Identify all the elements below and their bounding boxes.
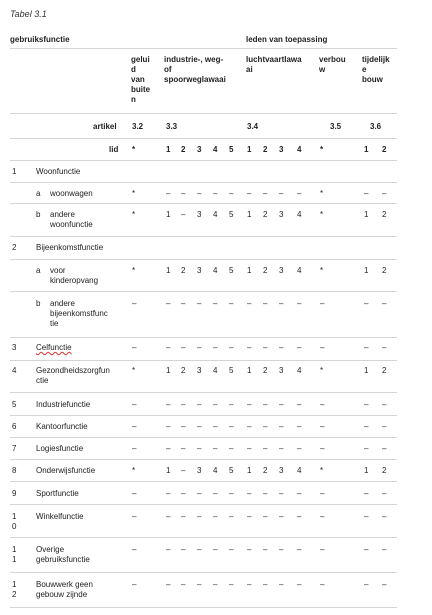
table-cell: – bbox=[297, 189, 302, 198]
artikel-value: 3.5 bbox=[330, 122, 342, 131]
table-cell: – bbox=[320, 444, 325, 453]
lid-value: 4 bbox=[297, 145, 302, 154]
row-name: voor bbox=[50, 266, 66, 275]
divider bbox=[10, 259, 397, 260]
table-cell: – bbox=[382, 545, 387, 554]
table-cell: – bbox=[166, 444, 171, 453]
table-cell: – bbox=[364, 400, 369, 409]
table-cell: * bbox=[132, 210, 136, 219]
table-cell: – bbox=[213, 400, 218, 409]
table-cell: – bbox=[181, 545, 186, 554]
table-cell: – bbox=[364, 343, 369, 352]
group-header-industrie-line: spoorweglawaai bbox=[164, 75, 226, 84]
table-cell: 2 bbox=[382, 210, 387, 219]
row-name: Industriefunctie bbox=[36, 400, 91, 409]
table-cell: 2 bbox=[263, 266, 268, 275]
table-cell: – bbox=[279, 422, 284, 431]
lid-label: lid bbox=[109, 145, 119, 154]
table-cell: – bbox=[229, 545, 234, 554]
table-cell: 1 bbox=[247, 466, 252, 475]
table-cell: – bbox=[166, 343, 171, 352]
artikel-value: 3.2 bbox=[132, 122, 144, 131]
table-cell: – bbox=[263, 489, 268, 498]
divider bbox=[10, 182, 397, 183]
row-number: 7 bbox=[12, 444, 17, 453]
row-name: gebruiksfunctie bbox=[36, 555, 90, 564]
table-cell: – bbox=[181, 189, 186, 198]
table-cell: – bbox=[132, 545, 137, 554]
table-cell: 4 bbox=[213, 210, 218, 219]
table-cell: – bbox=[279, 299, 284, 308]
table-cell: 3 bbox=[279, 266, 284, 275]
table-cell: – bbox=[263, 299, 268, 308]
lid-value: 2 bbox=[181, 145, 186, 154]
group-header-geluid-line: gelui bbox=[131, 55, 150, 64]
divider bbox=[10, 160, 397, 161]
table-cell: 1 bbox=[364, 366, 369, 375]
table-cell: – bbox=[197, 343, 202, 352]
row-name: Kantoorfunctie bbox=[36, 422, 88, 431]
table-cell: – bbox=[213, 580, 218, 589]
table-cell: – bbox=[229, 489, 234, 498]
table-cell: – bbox=[364, 299, 369, 308]
table-cell: – bbox=[382, 343, 387, 352]
table-cell: * bbox=[132, 189, 136, 198]
table-cell: – bbox=[197, 545, 202, 554]
table-cell: 1 bbox=[166, 266, 171, 275]
group-header-verbouw-line: verbou bbox=[319, 55, 346, 64]
row-number: 1 1 bbox=[12, 545, 17, 564]
group-header-luchtvaart bbox=[246, 55, 302, 75]
table-cell: 5 bbox=[229, 210, 234, 219]
table-cell: – bbox=[320, 512, 325, 521]
table-cell: – bbox=[364, 489, 369, 498]
row-number: 3 bbox=[12, 343, 17, 352]
table-cell: – bbox=[279, 343, 284, 352]
divider bbox=[10, 607, 397, 608]
table-cell: – bbox=[364, 512, 369, 521]
table-cell: – bbox=[382, 512, 387, 521]
table-cell: 4 bbox=[213, 466, 218, 475]
divider bbox=[10, 360, 397, 361]
table-cell: – bbox=[263, 444, 268, 453]
table-cell: 2 bbox=[382, 466, 387, 475]
table-cell: – bbox=[279, 512, 284, 521]
lid-value: * bbox=[132, 145, 136, 154]
row-name: Woonfunctie bbox=[36, 167, 81, 176]
table-cell: * bbox=[320, 266, 324, 275]
table-cell: – bbox=[132, 422, 137, 431]
table-cell: * bbox=[320, 210, 324, 219]
table-cell: 1 bbox=[247, 210, 252, 219]
table-cell: – bbox=[247, 512, 252, 521]
lid-value: 3 bbox=[197, 145, 202, 154]
table-cell: 5 bbox=[229, 366, 234, 375]
artikel-label: artikel bbox=[93, 122, 117, 131]
table-cell: 1 bbox=[364, 266, 369, 275]
divider bbox=[10, 572, 397, 573]
table-cell: – bbox=[263, 343, 268, 352]
table-cell: – bbox=[247, 489, 252, 498]
table-cell: 2 bbox=[263, 210, 268, 219]
table-cell: 4 bbox=[213, 366, 218, 375]
table-cell: – bbox=[320, 400, 325, 409]
table-cell: 2 bbox=[382, 366, 387, 375]
row-number: 2 bbox=[12, 243, 17, 252]
table-cell: * bbox=[132, 266, 136, 275]
row-name: Onderwijsfunctie bbox=[36, 466, 96, 475]
row-number: 8 bbox=[12, 466, 17, 475]
row-name: Logiesfunctie bbox=[36, 444, 84, 453]
table-cell: – bbox=[279, 444, 284, 453]
table-cell: 1 bbox=[247, 366, 252, 375]
table-cell: – bbox=[181, 299, 186, 308]
group-header-geluid-line: n bbox=[131, 95, 136, 104]
table-cell: – bbox=[181, 489, 186, 498]
row-name: tie bbox=[50, 319, 59, 328]
table-cell: – bbox=[166, 400, 171, 409]
table-cell: 3 bbox=[197, 466, 202, 475]
divider bbox=[10, 203, 397, 204]
table-cell: * bbox=[132, 466, 136, 475]
table-cell: – bbox=[132, 299, 137, 308]
table-cell: – bbox=[263, 400, 268, 409]
row-sub-letter: a bbox=[36, 266, 41, 275]
table-cell: – bbox=[247, 444, 252, 453]
group-header-industrie-line: industrie-, weg- bbox=[164, 55, 224, 64]
row-number: 4 bbox=[12, 366, 17, 375]
lid-value: 4 bbox=[213, 145, 218, 154]
table-cell: – bbox=[247, 299, 252, 308]
table-cell: – bbox=[364, 580, 369, 589]
row-number: 1 bbox=[12, 167, 17, 176]
table-cell: 5 bbox=[229, 466, 234, 475]
table-cell: – bbox=[263, 189, 268, 198]
header-leden: leden van toepassing bbox=[246, 35, 328, 44]
table-cell: – bbox=[132, 444, 137, 453]
table-cell: – bbox=[213, 343, 218, 352]
lid-value: 5 bbox=[229, 145, 234, 154]
table-cell: – bbox=[247, 343, 252, 352]
row-name: Sportfunctie bbox=[36, 489, 79, 498]
table-cell: – bbox=[297, 489, 302, 498]
lid-value: 1 bbox=[364, 145, 369, 154]
group-header-geluid-line: d bbox=[131, 65, 136, 74]
row-sub-letter: a bbox=[36, 189, 41, 198]
divider bbox=[10, 437, 397, 438]
table-cell: 1 bbox=[166, 210, 171, 219]
group-header-industrie-line: of bbox=[164, 65, 172, 74]
group-header-verbouw-line: w bbox=[319, 65, 326, 74]
table-cell: – bbox=[166, 489, 171, 498]
table-cell: 4 bbox=[213, 266, 218, 275]
lid-value: 1 bbox=[166, 145, 171, 154]
divider bbox=[10, 337, 397, 338]
row-name: Winkelfunctie bbox=[36, 512, 84, 521]
table-cell: – bbox=[279, 580, 284, 589]
table-cell: – bbox=[213, 512, 218, 521]
table-cell: 3 bbox=[279, 366, 284, 375]
table-cell: – bbox=[166, 422, 171, 431]
table-cell: 1 bbox=[166, 466, 171, 475]
table-cell: 4 bbox=[297, 466, 302, 475]
table-cell: – bbox=[166, 580, 171, 589]
divider bbox=[10, 113, 397, 114]
table-cell: – bbox=[382, 299, 387, 308]
table-cell: 3 bbox=[197, 210, 202, 219]
table-cell: – bbox=[181, 422, 186, 431]
table-cell: – bbox=[132, 489, 137, 498]
table-cell: 5 bbox=[229, 266, 234, 275]
table-cell: – bbox=[364, 545, 369, 554]
artikel-value: 3.4 bbox=[247, 122, 259, 131]
table-cell: – bbox=[166, 299, 171, 308]
table-cell: – bbox=[229, 512, 234, 521]
table-cell: – bbox=[297, 580, 302, 589]
table-cell: – bbox=[297, 545, 302, 554]
row-sub-letter: b bbox=[36, 210, 41, 219]
table-cell: * bbox=[320, 366, 324, 375]
group-header-tijdelijk-line: bouw bbox=[362, 75, 383, 84]
table-cell: * bbox=[320, 189, 324, 198]
table-cell: – bbox=[247, 580, 252, 589]
table-cell: – bbox=[247, 422, 252, 431]
table-caption: Tabel 3.1 bbox=[10, 9, 47, 19]
table-cell: – bbox=[181, 400, 186, 409]
divider bbox=[10, 392, 397, 393]
group-header-geluid-line: buite bbox=[131, 85, 151, 94]
table-cell: – bbox=[382, 422, 387, 431]
table-cell: – bbox=[382, 444, 387, 453]
row-name: woonwagen bbox=[50, 189, 93, 198]
table-cell: 4 bbox=[297, 366, 302, 375]
table-cell: – bbox=[197, 299, 202, 308]
table-cell: – bbox=[297, 343, 302, 352]
table-cell: – bbox=[197, 580, 202, 589]
row-name: Celfunctie bbox=[36, 343, 72, 352]
table-cell: 4 bbox=[297, 210, 302, 219]
divider bbox=[10, 537, 397, 538]
table-cell: – bbox=[197, 422, 202, 431]
table-cell: – bbox=[229, 444, 234, 453]
group-header-tijdelijk-line: tijdelijk bbox=[362, 55, 390, 64]
group-header-luchtvaart-line: ai bbox=[246, 65, 253, 74]
table-cell: 4 bbox=[297, 266, 302, 275]
table-cell: – bbox=[279, 189, 284, 198]
lid-value: 1 bbox=[247, 145, 252, 154]
row-number: 6 bbox=[12, 422, 17, 431]
table-cell: 3 bbox=[197, 366, 202, 375]
table-cell: – bbox=[263, 512, 268, 521]
row-name: Gezondheidszorgfun bbox=[36, 366, 110, 375]
table-cell: – bbox=[247, 545, 252, 554]
table-cell: * bbox=[132, 366, 136, 375]
table-cell: – bbox=[320, 343, 325, 352]
table-cell: 1 bbox=[364, 466, 369, 475]
group-header-verbouw bbox=[319, 55, 346, 75]
table-cell: – bbox=[213, 489, 218, 498]
group-header-tijdelijk-line: e bbox=[362, 65, 367, 74]
table-cell: – bbox=[320, 545, 325, 554]
divider bbox=[10, 415, 397, 416]
lid-value: 3 bbox=[279, 145, 284, 154]
table-cell: 2 bbox=[382, 266, 387, 275]
group-header-geluid bbox=[131, 55, 150, 105]
row-name: bijeenkomstfunc bbox=[50, 309, 108, 318]
table-cell: 1 bbox=[166, 366, 171, 375]
row-name: Bijeenkomstfunctie bbox=[36, 243, 104, 252]
divider bbox=[10, 48, 397, 49]
group-header-tijdelijk bbox=[362, 55, 390, 85]
row-name: woonfunctie bbox=[50, 220, 93, 229]
divider bbox=[10, 459, 397, 460]
row-number: 9 bbox=[12, 489, 17, 498]
table-cell: – bbox=[213, 299, 218, 308]
table-cell: – bbox=[197, 400, 202, 409]
table-cell: – bbox=[320, 489, 325, 498]
group-header-geluid-line: van bbox=[131, 75, 145, 84]
table-cell: – bbox=[247, 189, 252, 198]
divider bbox=[10, 504, 397, 505]
table-cell: – bbox=[297, 299, 302, 308]
table-cell: – bbox=[263, 580, 268, 589]
row-name: Overige bbox=[36, 545, 65, 554]
table-cell: 2 bbox=[181, 266, 186, 275]
lid-value: 2 bbox=[263, 145, 268, 154]
header-gebruiksfunctie: gebruiksfunctie bbox=[10, 35, 70, 44]
divider bbox=[10, 236, 397, 237]
table-cell: – bbox=[197, 489, 202, 498]
table-cell: – bbox=[297, 512, 302, 521]
table-cell: – bbox=[132, 343, 137, 352]
table-cell: 3 bbox=[279, 210, 284, 219]
table-cell: – bbox=[197, 512, 202, 521]
row-name: ctie bbox=[36, 376, 49, 385]
row-name: andere bbox=[50, 299, 75, 308]
table-cell: – bbox=[279, 545, 284, 554]
divider bbox=[10, 481, 397, 482]
table-cell: – bbox=[263, 545, 268, 554]
table-cell: – bbox=[382, 400, 387, 409]
row-name: kinderopvang bbox=[50, 276, 99, 285]
table-cell: 3 bbox=[197, 266, 202, 275]
table-cell: – bbox=[132, 512, 137, 521]
table-cell: – bbox=[213, 189, 218, 198]
lid-value: 2 bbox=[382, 145, 387, 154]
group-header-industrie bbox=[164, 55, 226, 85]
table-cell: – bbox=[181, 343, 186, 352]
table-cell: – bbox=[364, 444, 369, 453]
table-cell: – bbox=[181, 580, 186, 589]
table-cell: – bbox=[247, 400, 252, 409]
table-cell: – bbox=[382, 189, 387, 198]
table-cell: – bbox=[213, 545, 218, 554]
row-number: 1 2 bbox=[12, 580, 17, 599]
table-cell: – bbox=[229, 343, 234, 352]
table-cell: – bbox=[297, 444, 302, 453]
lid-value: * bbox=[320, 145, 324, 154]
table-cell: 1 bbox=[247, 266, 252, 275]
table-cell: * bbox=[320, 466, 324, 475]
table-cell: 2 bbox=[263, 366, 268, 375]
row-number: 5 bbox=[12, 400, 17, 409]
table-cell: – bbox=[213, 422, 218, 431]
table-cell: 1 bbox=[364, 210, 369, 219]
table-cell: – bbox=[263, 422, 268, 431]
table-cell: – bbox=[320, 422, 325, 431]
table-cell: 2 bbox=[181, 366, 186, 375]
artikel-value: 3.6 bbox=[370, 122, 382, 131]
row-name: Bouwwerk geen bbox=[36, 580, 93, 589]
row-number: 1 0 bbox=[12, 512, 17, 531]
table-cell: – bbox=[229, 580, 234, 589]
row-name: gebouw zijnde bbox=[36, 590, 88, 599]
table-cell: – bbox=[181, 210, 186, 219]
row-sub-letter: b bbox=[36, 299, 41, 308]
divider bbox=[10, 291, 397, 292]
table-cell: – bbox=[132, 580, 137, 589]
divider bbox=[10, 138, 397, 139]
table-cell: – bbox=[166, 189, 171, 198]
table-cell: 2 bbox=[263, 466, 268, 475]
table-cell: – bbox=[197, 444, 202, 453]
table-cell: – bbox=[279, 489, 284, 498]
table-cell: – bbox=[229, 422, 234, 431]
table-cell: – bbox=[166, 545, 171, 554]
row-name: andere bbox=[50, 210, 75, 219]
table-cell: – bbox=[279, 400, 284, 409]
table-cell: – bbox=[364, 422, 369, 431]
table-cell: – bbox=[229, 299, 234, 308]
table-cell: – bbox=[229, 189, 234, 198]
table-cell: – bbox=[166, 512, 171, 521]
table-cell: – bbox=[197, 189, 202, 198]
table-cell: – bbox=[364, 189, 369, 198]
table-cell: – bbox=[382, 489, 387, 498]
table-cell: – bbox=[181, 466, 186, 475]
group-header-luchtvaart-line: luchtvaartlawa bbox=[246, 55, 302, 64]
table-cell: – bbox=[320, 299, 325, 308]
table-cell: – bbox=[181, 512, 186, 521]
table-cell: – bbox=[229, 400, 234, 409]
table-cell: – bbox=[181, 444, 186, 453]
table-cell: 3 bbox=[279, 466, 284, 475]
table-cell: – bbox=[297, 422, 302, 431]
table-cell: – bbox=[132, 400, 137, 409]
table-cell: – bbox=[297, 400, 302, 409]
artikel-value: 3.3 bbox=[166, 122, 178, 131]
table-cell: – bbox=[320, 580, 325, 589]
table-cell: – bbox=[382, 580, 387, 589]
table-cell: – bbox=[213, 444, 218, 453]
